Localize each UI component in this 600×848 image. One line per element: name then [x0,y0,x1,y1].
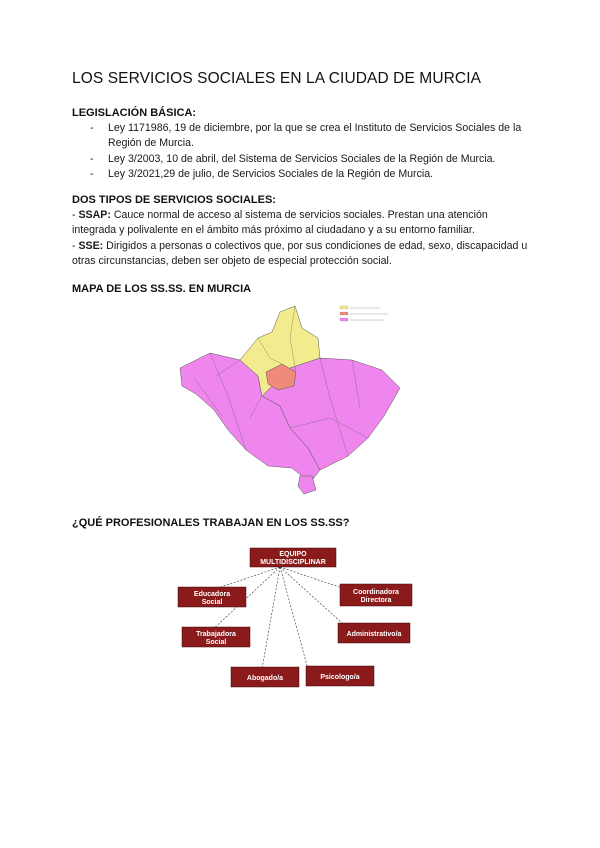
tipos-body [72,208,532,269]
list-item: - Ley 1171986, 19 de diciembre, por la que se crea el Instituto de Servicios Sociales de la Región de Murcia. [72,121,532,152]
profesionales-heading: ¿QUÉ PROFESIONALES TRABAJAN EN LOS SS.SS? [72,517,350,529]
legislacion-heading: LEGISLACIÓN BÁSICA: [72,107,197,119]
node-label: Trabajadora [196,631,236,638]
list-item: - Ley 3/2021,29 de julio, de Servicios Sociales de la Región de Murcia. [72,167,532,182]
trabajadora-node [182,627,250,647]
murcia-map [170,298,420,496]
abogado-node [231,667,299,687]
administrativo-node [338,623,410,643]
mapa-heading: MAPA DE LOS SS.SS. EN MURCIA [72,283,252,295]
map-legend-yellow [340,306,348,309]
equipo-node [250,548,336,567]
map-legend-pink [340,318,348,321]
node-label: Coordinadora [353,589,399,596]
sse-paragraph: - SSE: Dirigidos a personas o colectivos que, por sus condiciones de edad, sexo, discapacidad u otras circunstancias, deben ser objeto de especial protección social. [72,239,528,267]
node-label: Social [205,639,227,646]
sse-label: SSE: [78,239,104,252]
equipo-diagram [170,540,430,700]
node-label: MULTIDISCIPLINAR [260,559,326,566]
tipos-heading: DOS TIPOS DE SERVICIOS SOCIALES: [72,194,276,206]
node-label: Administrativo/a [346,631,402,638]
node-label: Educadora [193,591,231,598]
legislacion-list [72,121,532,182]
coordinadora-node [340,584,412,606]
node-label: Directora [360,597,392,604]
list-item: - Ley 3/2003, 10 de abril, del Sistema de Servicios Sociales de la Región de Murcia. [72,152,532,167]
node-label: Psicologo/a [320,674,360,681]
node-label: Abogado/a [246,675,284,682]
ssap-label: SSAP: [78,209,111,221]
psicologo-node [306,666,374,686]
node-label: EQUIPO [279,551,307,558]
page-title: LOS SERVICIOS SOCIALES EN LA CIUDAD DE MURCIA [72,70,482,87]
ssap-paragraph: - SSAP: Cauce normal de acceso al sistema de servicios sociales. Prestan una atención integrada y polivalente en el ámbito más próximo al ciudadano y a su entorno familiar. [72,209,488,237]
sse-text: Dirigidos a personas o colectivos que, por sus condiciones de edad, sexo, discapacidad u otras circunstancias, deben ser objeto de especial protección social. [72,239,528,267]
ssap-text: Cauce normal de acceso al sistema de servicios sociales. Prestan una atención integrada y polivalente en el ámbito más próximo al ciudadano y a su entorno familiar. [72,209,488,237]
educadora-node [178,587,246,607]
map-legend-salmon [340,312,348,315]
node-label: Social [201,599,223,606]
